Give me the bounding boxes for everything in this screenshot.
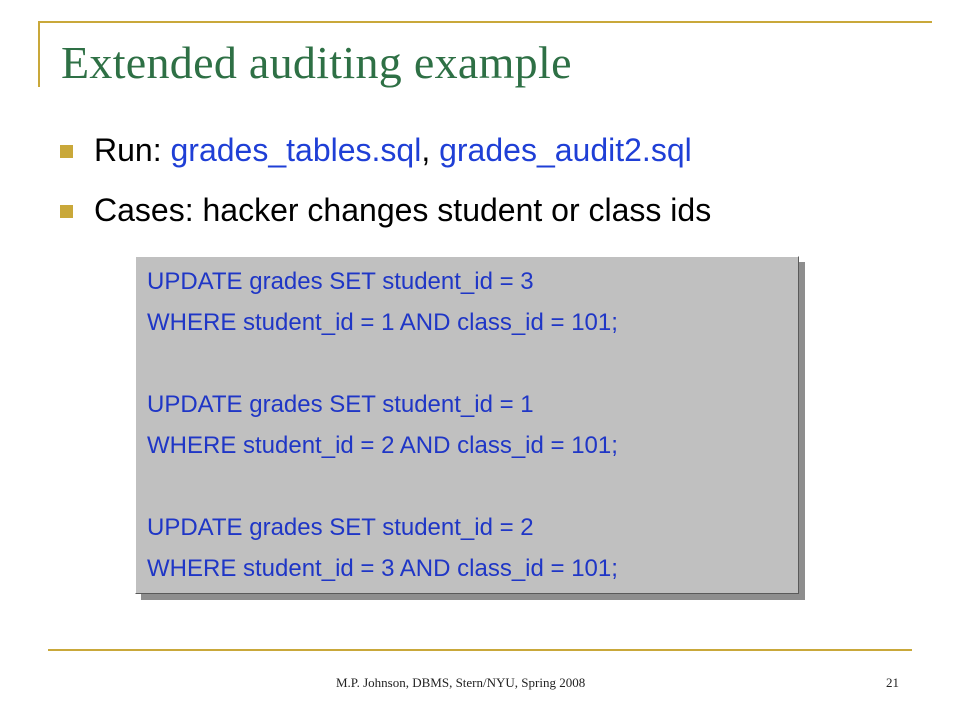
code-line-7: UPDATE grades SET student_id = 2 <box>147 514 534 541</box>
run-prefix: Run: <box>94 132 171 168</box>
square-bullet-icon <box>60 145 73 158</box>
code-line-5: WHERE student_id = 2 AND class_id = 101; <box>147 432 618 459</box>
grades-tables-link[interactable]: grades_tables.sql <box>170 132 422 168</box>
code-line-8: WHERE student_id = 3 AND class_id = 101; <box>147 555 618 582</box>
code-lines <box>147 261 618 589</box>
code-line-1: UPDATE grades SET student_id = 3 <box>147 268 534 295</box>
bullet-cases-text: Cases: hacker changes student or class ids <box>94 192 712 228</box>
bottom-rule <box>48 649 912 651</box>
footer-text: M.P. Johnson, DBMS, Stern/NYU, Spring 2008 <box>336 675 586 690</box>
code-line-3 <box>147 343 618 384</box>
slide-title: Extended auditing example <box>61 37 572 88</box>
bullet-run-text <box>94 128 692 172</box>
run-separator: , <box>421 132 440 168</box>
page-number: 21 <box>886 675 899 690</box>
square-bullet-icon <box>60 205 73 218</box>
code-line-6 <box>147 466 618 507</box>
code-line-2: WHERE student_id = 1 AND class_id = 101; <box>147 309 618 336</box>
left-rule <box>38 21 40 87</box>
sql-code-box <box>135 256 799 594</box>
grades-audit2-link[interactable]: grades_audit2.sql <box>439 132 692 168</box>
code-line-4: UPDATE grades SET student_id = 1 <box>147 391 534 418</box>
top-rule <box>38 21 932 23</box>
